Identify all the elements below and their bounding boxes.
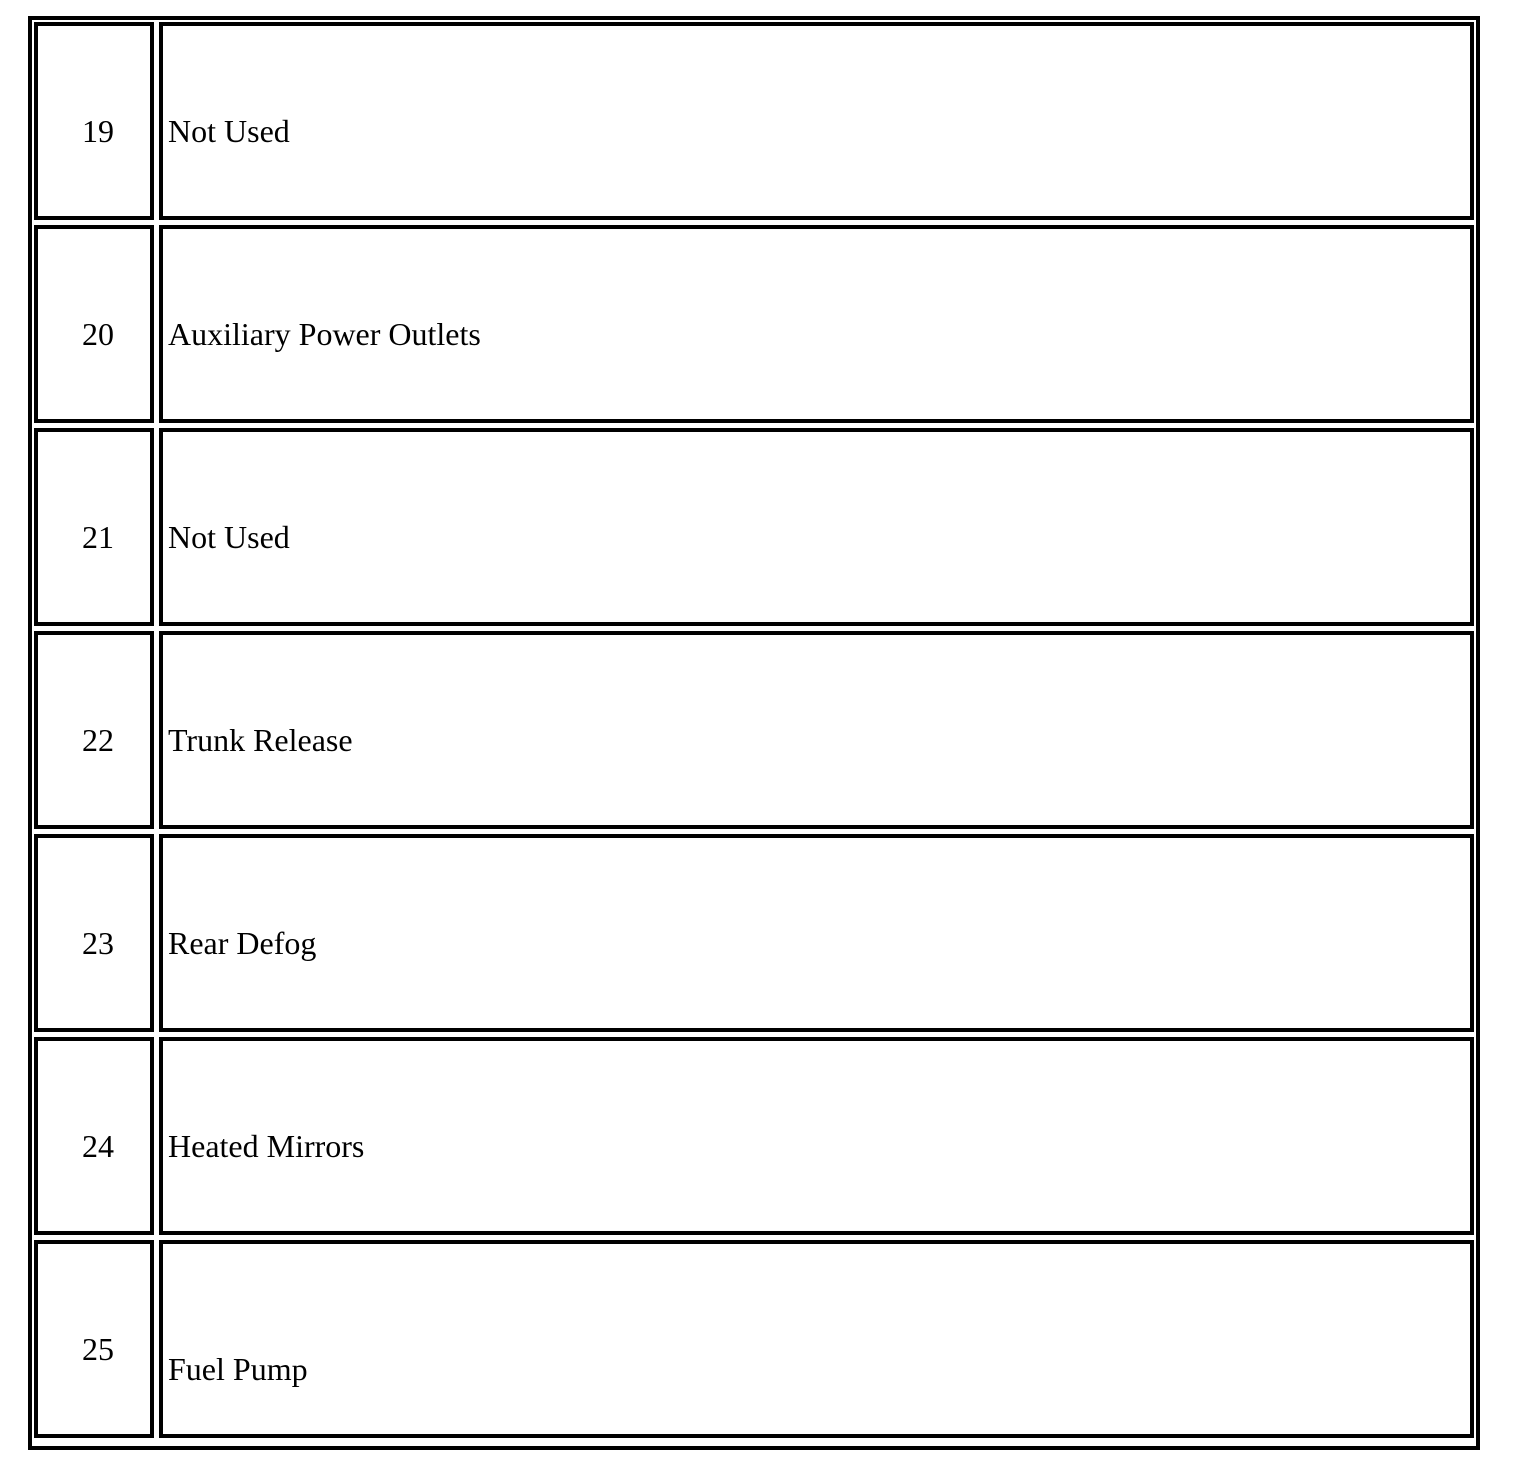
- fuse-description: Trunk Release: [168, 722, 353, 758]
- fuse-description: Rear Defog: [168, 925, 317, 961]
- fuse-number: 21: [82, 519, 114, 555]
- fuse-number-cell: [34, 428, 154, 626]
- fuse-description-cell: [159, 428, 1474, 626]
- fuse-number: 19: [82, 113, 114, 149]
- fuse-number: 25: [82, 1331, 114, 1367]
- fuse-description-cell: [159, 22, 1474, 220]
- fuse-number-cell: [34, 631, 154, 829]
- fuse-number-cell: [34, 1240, 154, 1438]
- fuse-description: Not Used: [168, 519, 290, 555]
- fuse-number: 24: [82, 1128, 114, 1164]
- fuse-table: [28, 16, 1480, 1450]
- fuse-description-cell: [159, 631, 1474, 829]
- table-row: [34, 225, 1474, 423]
- fuse-number: 22: [82, 722, 114, 758]
- fuse-number-cell: [34, 225, 154, 423]
- table-row: [34, 834, 1474, 1032]
- fuse-description-cell: [159, 1240, 1474, 1438]
- fuse-description-cell: [159, 1037, 1474, 1235]
- table-row: [34, 22, 1474, 220]
- fuse-description: Heated Mirrors: [168, 1128, 365, 1164]
- table-row: [34, 631, 1474, 829]
- fuse-description-cell: [159, 834, 1474, 1032]
- fuse-number-cell: [34, 1037, 154, 1235]
- fuse-description-cell: [159, 225, 1474, 423]
- fuse-number-cell: [34, 834, 154, 1032]
- table-row: [34, 1240, 1474, 1438]
- fuse-description: Auxiliary Power Outlets: [168, 316, 481, 352]
- table-row: [34, 1037, 1474, 1235]
- fuse-description: Fuel Pump: [168, 1351, 308, 1387]
- table-row: [34, 428, 1474, 626]
- fuse-number: 20: [82, 316, 114, 352]
- fuse-description: Not Used: [168, 113, 290, 149]
- fuse-number-cell: [34, 22, 154, 220]
- fuse-number: 23: [82, 925, 114, 961]
